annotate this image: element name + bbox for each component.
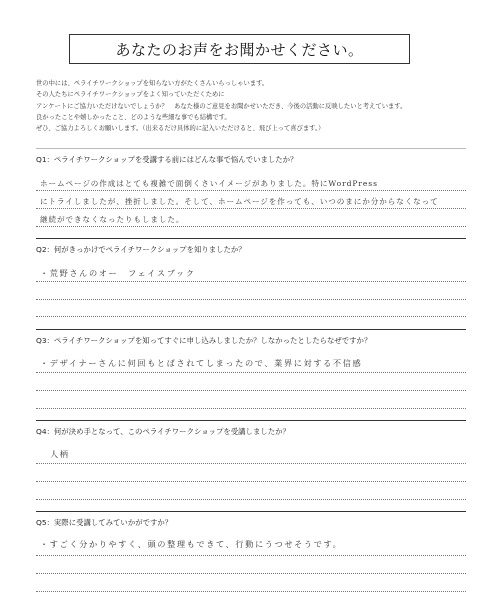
section-divider [36,511,466,512]
intro-line: 世の中には、ペライチワークショップを知らない方がたくさんいらっしゃいます。 [36,80,269,87]
intro-line: アンケートにご協力いただけないでしょうか？ あなた様のご意見をお聞かせいただき、今後の活動に反映したいと考えています。 [36,102,407,110]
answer-line [36,281,466,282]
question-3-label: Q3：ペライチワークショップを知ってすぐに申し込みしましたか？しなかったとしたらなぜですか？ [36,336,372,345]
answer-line [36,208,466,209]
answer-line [36,555,466,556]
answer-line [36,463,466,464]
question-2-answer: ・荒野さんのオー フェイスブック [40,268,196,278]
intro-line: 良かったことや嬉しかったこと、どのような些細な事でも結構です。 [36,113,231,121]
section-divider [36,420,466,421]
answer-line [36,591,466,592]
question-1-answer-line-3: 継続ができなくなったりもしました。 [40,215,185,224]
section-divider [36,329,466,330]
answer-line [36,226,466,227]
question-1-label: Q1：ペライチワークショップを受講する前にはどんな事で悩んでいましたか？ [36,155,298,164]
section-divider [36,148,466,149]
answer-line [36,408,466,409]
answer-line [36,190,466,191]
intro-line: その人たちにペライチワークショップをよく知っていただくために [36,91,225,99]
answer-line [36,316,466,317]
answer-line [36,390,466,391]
question-1-answer-line-2: にトライしましたが、挫折しました。そして、ホームページを作っても、いつのまにか分からなくなって [40,197,439,206]
question-2-label: Q2：何がきっかけでペライチワークショップを知りましたか？ [36,245,246,254]
question-4-answer: 人柄 [50,449,70,459]
question-5-answer: ・すごく分かりやすく、頭の整理もできて、行動にうつせそうです。 [40,539,343,549]
answer-line [36,372,466,373]
section-divider [36,238,466,239]
page-title: あなたのお声をお聞かせください。 [69,34,410,64]
question-3-answer: ・デザイナーさんに何回もとばされてしまったので、業界に対する不信感 [40,358,363,368]
answer-line [36,499,466,500]
question-5-label: Q5：実際に受講してみていかがですか？ [36,518,173,527]
question-1-answer-line-1: ホームページの作成はとても複雑で面倒くさいイメージがありました。特にWordPress [40,179,378,188]
intro-text [36,78,466,134]
answer-line [36,481,466,482]
question-4-label: Q4：何が決め手となって、このペライチワークショップを受講しましたか？ [36,427,290,436]
answer-line [36,573,466,574]
intro-line: ぜひ、ご協力よろしくお願いします。（出来るだけ具体的に記入いただけると、飛び上って喜びます。） [36,125,325,133]
answer-line [36,299,466,300]
